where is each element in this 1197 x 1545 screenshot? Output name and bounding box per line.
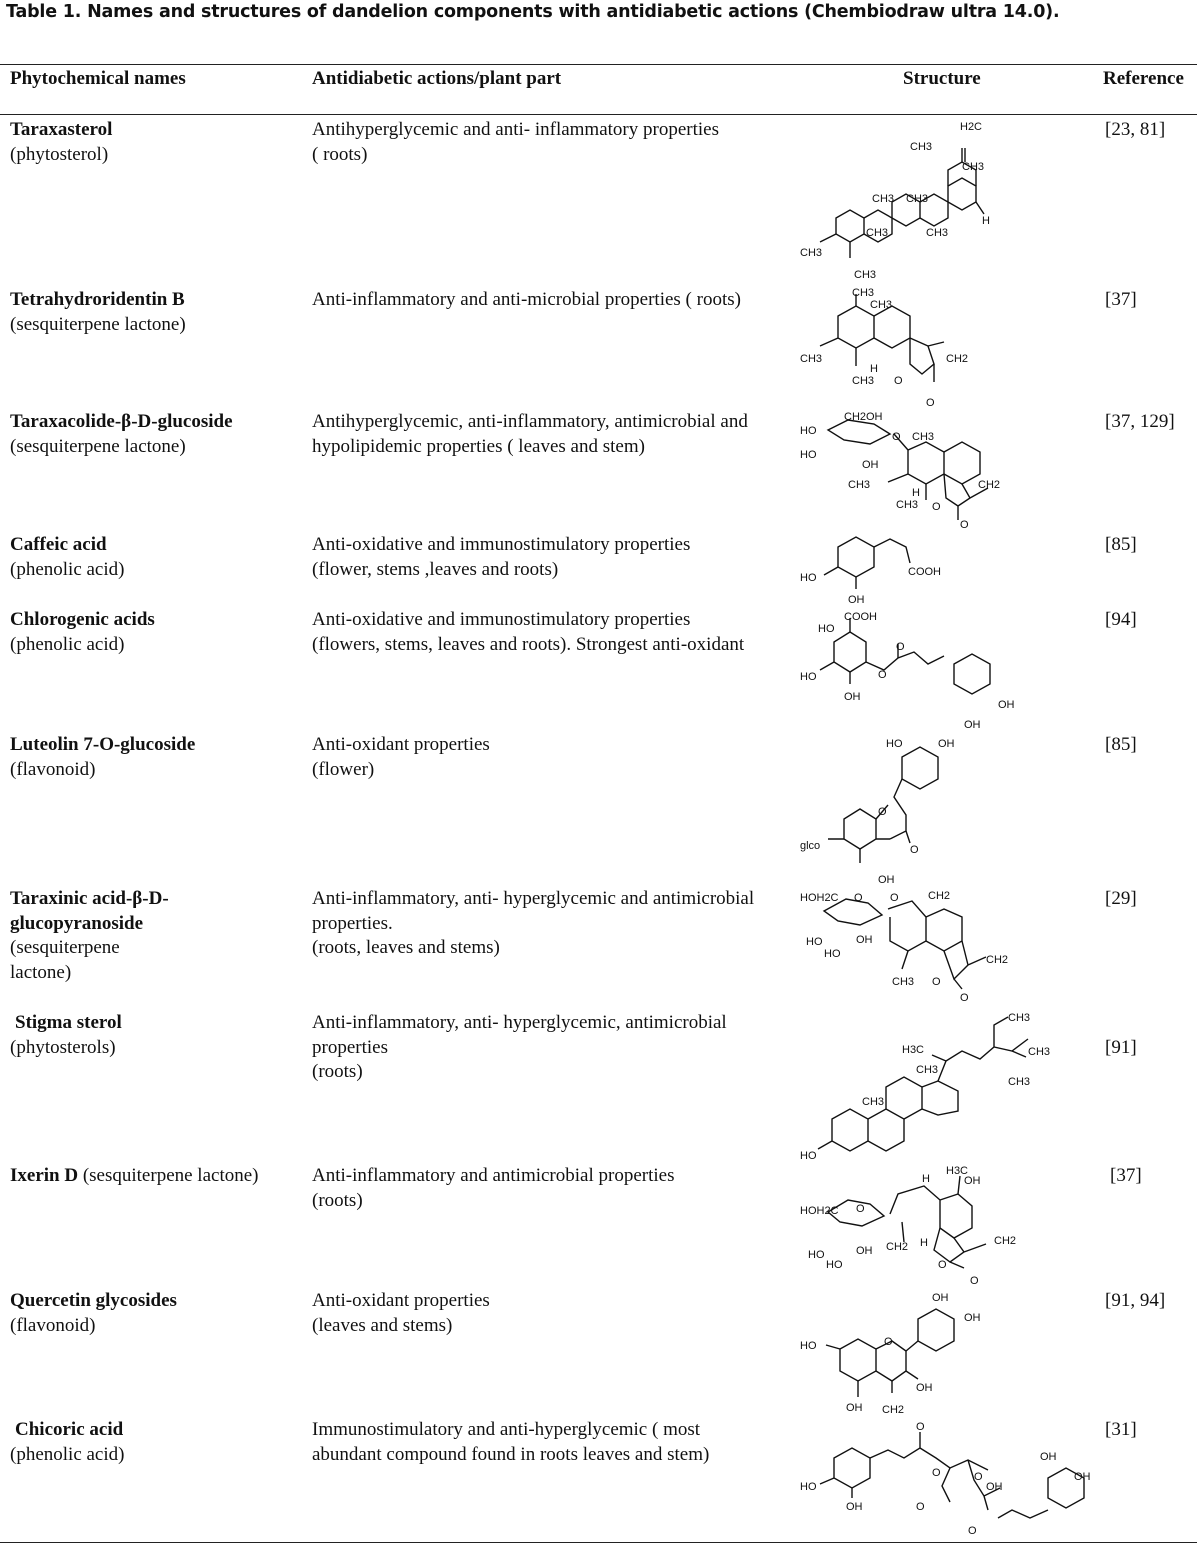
- action-text: Anti-oxidant properties: [312, 734, 490, 755]
- header-phytochemical-names: Phytochemical names: [10, 68, 186, 89]
- compound-name-continued: glucopyranoside: [10, 912, 144, 934]
- atom-label: CH3: [962, 161, 985, 173]
- header-structure: Structure: [903, 68, 981, 89]
- atom-label: O: [970, 1275, 979, 1287]
- atom-label: H2C: [960, 121, 983, 133]
- compound-name: Tetrahydroridentin B: [10, 289, 185, 310]
- atom-label: HO: [824, 948, 841, 960]
- atom-label: O: [916, 1421, 925, 1433]
- atom-label: HO: [886, 738, 903, 750]
- structure-taraxacolide-glucoside: [798, 410, 1008, 535]
- atom-label: CH2: [882, 1404, 905, 1416]
- compound-name: Chlorogenic acids: [10, 609, 155, 630]
- reference: [37]: [1105, 289, 1137, 310]
- compound-class: (phytosterol): [10, 143, 109, 165]
- plant-part: ( roots): [312, 143, 368, 165]
- atom-label: CH3: [912, 431, 935, 443]
- reference: [37, 129]: [1105, 411, 1175, 432]
- action-text: Anti-inflammatory, anti- hyperglycemic and antimicrobial: [312, 888, 755, 909]
- atom-label: HO: [800, 1340, 817, 1352]
- atom-label: O: [892, 431, 901, 443]
- atom-label: OH: [1040, 1451, 1057, 1463]
- compound-class: (sesquiterpene lactone): [10, 313, 186, 335]
- atom-label: O: [932, 976, 941, 988]
- table-bottom-rule: [0, 1542, 1197, 1543]
- atom-label: O: [968, 1525, 977, 1537]
- action-text: Anti-oxidative and immunostimulatory properties: [312, 609, 691, 630]
- action-text: Anti-inflammatory, anti- hyperglycemic, antimicrobial: [312, 1012, 727, 1033]
- plant-part: (flowers, stems, leaves and roots). Strongest anti-oxidant: [312, 633, 745, 655]
- compound-name: Luteolin 7-O-glucoside: [10, 734, 196, 755]
- atom-label: HO: [800, 1481, 817, 1493]
- atom-label: CH2: [886, 1241, 909, 1253]
- atom-label: CH2: [994, 1235, 1017, 1247]
- action-text-continued: properties: [312, 1036, 388, 1058]
- atom-label: HOH2C: [800, 1205, 839, 1217]
- atom-label: HO: [806, 936, 823, 948]
- action-text: Anti-oxidative and immunostimulatory properties: [312, 534, 691, 555]
- atom-label: HO: [800, 671, 817, 683]
- atom-label: CH3: [852, 375, 875, 387]
- atom-label: CH3: [854, 269, 877, 281]
- atom-label: CH3: [1008, 1012, 1031, 1024]
- action-text-continued: properties.: [312, 912, 393, 934]
- reference: [85]: [1105, 534, 1137, 555]
- plant-part: (roots): [312, 1189, 363, 1211]
- atom-label: O: [932, 501, 941, 513]
- atom-label: CH3: [1028, 1046, 1051, 1058]
- atom-label: O: [926, 397, 935, 409]
- reference: [94]: [1105, 609, 1137, 630]
- action-text: Antihyperglycemic, anti-inflammatory, antimicrobial and: [312, 411, 748, 432]
- plant-part: (flower, stems ,leaves and roots): [312, 558, 559, 580]
- action-text: Antihyperglycemic and anti- inflammatory properties: [312, 119, 719, 140]
- atom-label: CH3: [892, 976, 915, 988]
- structure-chicoric-acid: [798, 1418, 1098, 1538]
- compound-class: (sesquiterpene lactone): [10, 435, 186, 457]
- atom-label: HO: [800, 1150, 817, 1162]
- header-antidiabetic-actions: Antidiabetic actions/plant part: [312, 68, 562, 89]
- atom-label: OH: [844, 691, 861, 703]
- atom-label: CH3: [866, 227, 889, 239]
- atom-label: CH3: [870, 299, 893, 311]
- atom-label: H: [870, 363, 878, 375]
- table-caption: Table 1. Names and structures of dandelion components with antidiabetic actions (Chembiodraw ultra 14.0).: [6, 2, 1060, 22]
- atom-label: O: [960, 992, 969, 1004]
- plant-part: abundant compound found in roots leaves and stem): [312, 1443, 710, 1465]
- atom-label: OH: [846, 1402, 863, 1414]
- atom-label: OH: [862, 459, 879, 471]
- atom-label: O: [878, 806, 887, 818]
- action-text: Anti-inflammatory and anti-microbial properties ( roots): [312, 289, 741, 310]
- atom-label: HO: [808, 1249, 825, 1261]
- table-top-rule: [0, 64, 1197, 65]
- atom-label: CH3: [848, 479, 871, 491]
- compound-class: (sesquiterpene: [10, 937, 120, 958]
- atom-label: OH: [1074, 1471, 1091, 1483]
- action-text: Anti-oxidant properties: [312, 1290, 490, 1311]
- atom-label: O: [890, 892, 899, 904]
- structure-taraxinic-acid-glucopyranoside: [798, 887, 1028, 1004]
- atom-label: HO: [800, 449, 817, 461]
- atom-label: O: [916, 1501, 925, 1513]
- structure-luteolin-glucoside: [798, 733, 998, 888]
- atom-label: H: [920, 1237, 928, 1249]
- atom-label: O: [894, 375, 903, 387]
- atom-label: CH3: [872, 193, 895, 205]
- atom-label: CH3: [800, 353, 823, 365]
- atom-label: O: [856, 1203, 865, 1215]
- atom-label: H: [922, 1173, 930, 1185]
- atom-label: OH: [856, 1245, 873, 1257]
- compound-class: (phytosterols): [10, 1036, 116, 1058]
- action-text: Immunostimulatory and anti-hyperglycemic ( most: [312, 1419, 701, 1440]
- compound-name: Caffeic acid: [10, 534, 107, 555]
- reference: [91]: [1105, 1037, 1137, 1058]
- compound-name: Ixerin D: [10, 1165, 79, 1186]
- atom-label: H3C: [946, 1165, 969, 1177]
- atom-label: O: [974, 1471, 983, 1483]
- compound-class: (flavonoid): [10, 758, 96, 780]
- atom-label: OH: [964, 1312, 981, 1324]
- atom-label: COOH: [844, 611, 877, 623]
- atom-label: CH2: [928, 890, 951, 902]
- compound-name: Taraxacolide-β-D-glucoside: [10, 411, 233, 432]
- atom-label: OH: [848, 594, 865, 606]
- atom-label: HOH2C: [800, 892, 839, 904]
- reference: [31]: [1105, 1419, 1137, 1440]
- atom-label: HO: [826, 1259, 843, 1271]
- compound-class: (phenolic acid): [10, 1443, 125, 1465]
- atom-label: OH: [964, 1175, 981, 1187]
- header-reference: Reference: [1103, 68, 1184, 89]
- atom-label: O: [884, 1336, 893, 1348]
- reference: [23, 81]: [1105, 119, 1166, 140]
- atom-label: O: [938, 1259, 947, 1271]
- compound-name: Chicoric acid: [15, 1419, 124, 1440]
- atom-label: O: [854, 892, 863, 904]
- atom-label: HO: [800, 572, 817, 584]
- atom-label: H3C: [902, 1044, 925, 1056]
- plant-part: hypolipidemic properties ( leaves and stem): [312, 435, 645, 457]
- structure-stigmasterol: [798, 1011, 1058, 1161]
- structure-taraxasterol: [798, 118, 998, 286]
- atom-label: CH3: [910, 141, 933, 153]
- compound-name: Taraxasterol: [10, 119, 113, 140]
- atom-label: OH: [856, 934, 873, 946]
- atom-label: O: [878, 669, 887, 681]
- atom-label: CH3: [1008, 1076, 1031, 1088]
- atom-label: O: [896, 641, 905, 653]
- atom-label: OH: [986, 1481, 1003, 1493]
- plant-part: (flower): [312, 758, 375, 780]
- structure-ixerin-d: [798, 1164, 1038, 1289]
- atom-label: OH: [998, 699, 1015, 711]
- atom-label: OH: [932, 1292, 949, 1304]
- action-text: Anti-inflammatory and antimicrobial properties: [312, 1165, 675, 1186]
- compound-class: (flavonoid): [10, 1314, 96, 1336]
- plant-part: (roots, leaves and stems): [312, 937, 500, 958]
- structure-tetrahydroridentin-b: [798, 288, 998, 408]
- atom-label: CH3: [926, 227, 949, 239]
- atom-label: O: [932, 1467, 941, 1479]
- structure-caffeic-acid: [798, 533, 968, 608]
- atom-label: CH3: [906, 193, 929, 205]
- atom-label: CH3: [896, 499, 919, 511]
- atom-label: CH3: [916, 1064, 939, 1076]
- atom-label: CH3: [800, 247, 823, 259]
- atom-label: CH2: [986, 954, 1009, 966]
- plant-part: (roots): [312, 1061, 363, 1082]
- compound-class: (sesquiterpene lactone): [82, 1165, 259, 1186]
- atom-label: OH: [916, 1382, 933, 1394]
- atom-label: OH: [964, 719, 981, 731]
- atom-label: O: [910, 844, 919, 856]
- structure-quercetin-glycoside: [798, 1289, 1028, 1419]
- atom-label: CH2: [978, 479, 1001, 491]
- atom-label: glco: [800, 840, 821, 852]
- atom-label: CH2OH: [844, 411, 883, 423]
- compound-class: (phenolic acid): [10, 558, 125, 580]
- atom-label: CH2: [946, 353, 969, 365]
- atom-label: OH: [938, 738, 955, 750]
- plant-part: (leaves and stems): [312, 1314, 453, 1336]
- atom-label: COOH: [908, 566, 941, 578]
- compound-class: (phenolic acid): [10, 633, 125, 655]
- reference: [85]: [1105, 734, 1137, 755]
- atom-label: O: [960, 519, 969, 531]
- atom-label: H: [912, 487, 920, 499]
- atom-label: CH3: [862, 1096, 885, 1108]
- reference: [91, 94]: [1105, 1290, 1166, 1311]
- structure-chlorogenic-acid: [798, 608, 1028, 731]
- atom-label: CH3: [852, 287, 875, 299]
- reference: [37]: [1110, 1165, 1142, 1186]
- header-bottom-rule: [0, 114, 1197, 115]
- reference: [29]: [1105, 888, 1137, 909]
- atom-label: HO: [800, 425, 817, 437]
- atom-label: OH: [846, 1501, 863, 1513]
- compound-name: Quercetin glycosides: [10, 1290, 177, 1311]
- atom-label: HO: [818, 623, 835, 635]
- atom-label: H: [982, 215, 990, 227]
- compound-name: Taraxinic acid-β-D-: [10, 888, 169, 909]
- compound-name: Stigma sterol: [15, 1012, 122, 1033]
- compound-class-continued: lactone): [10, 961, 72, 983]
- atom-label: OH: [878, 874, 895, 886]
